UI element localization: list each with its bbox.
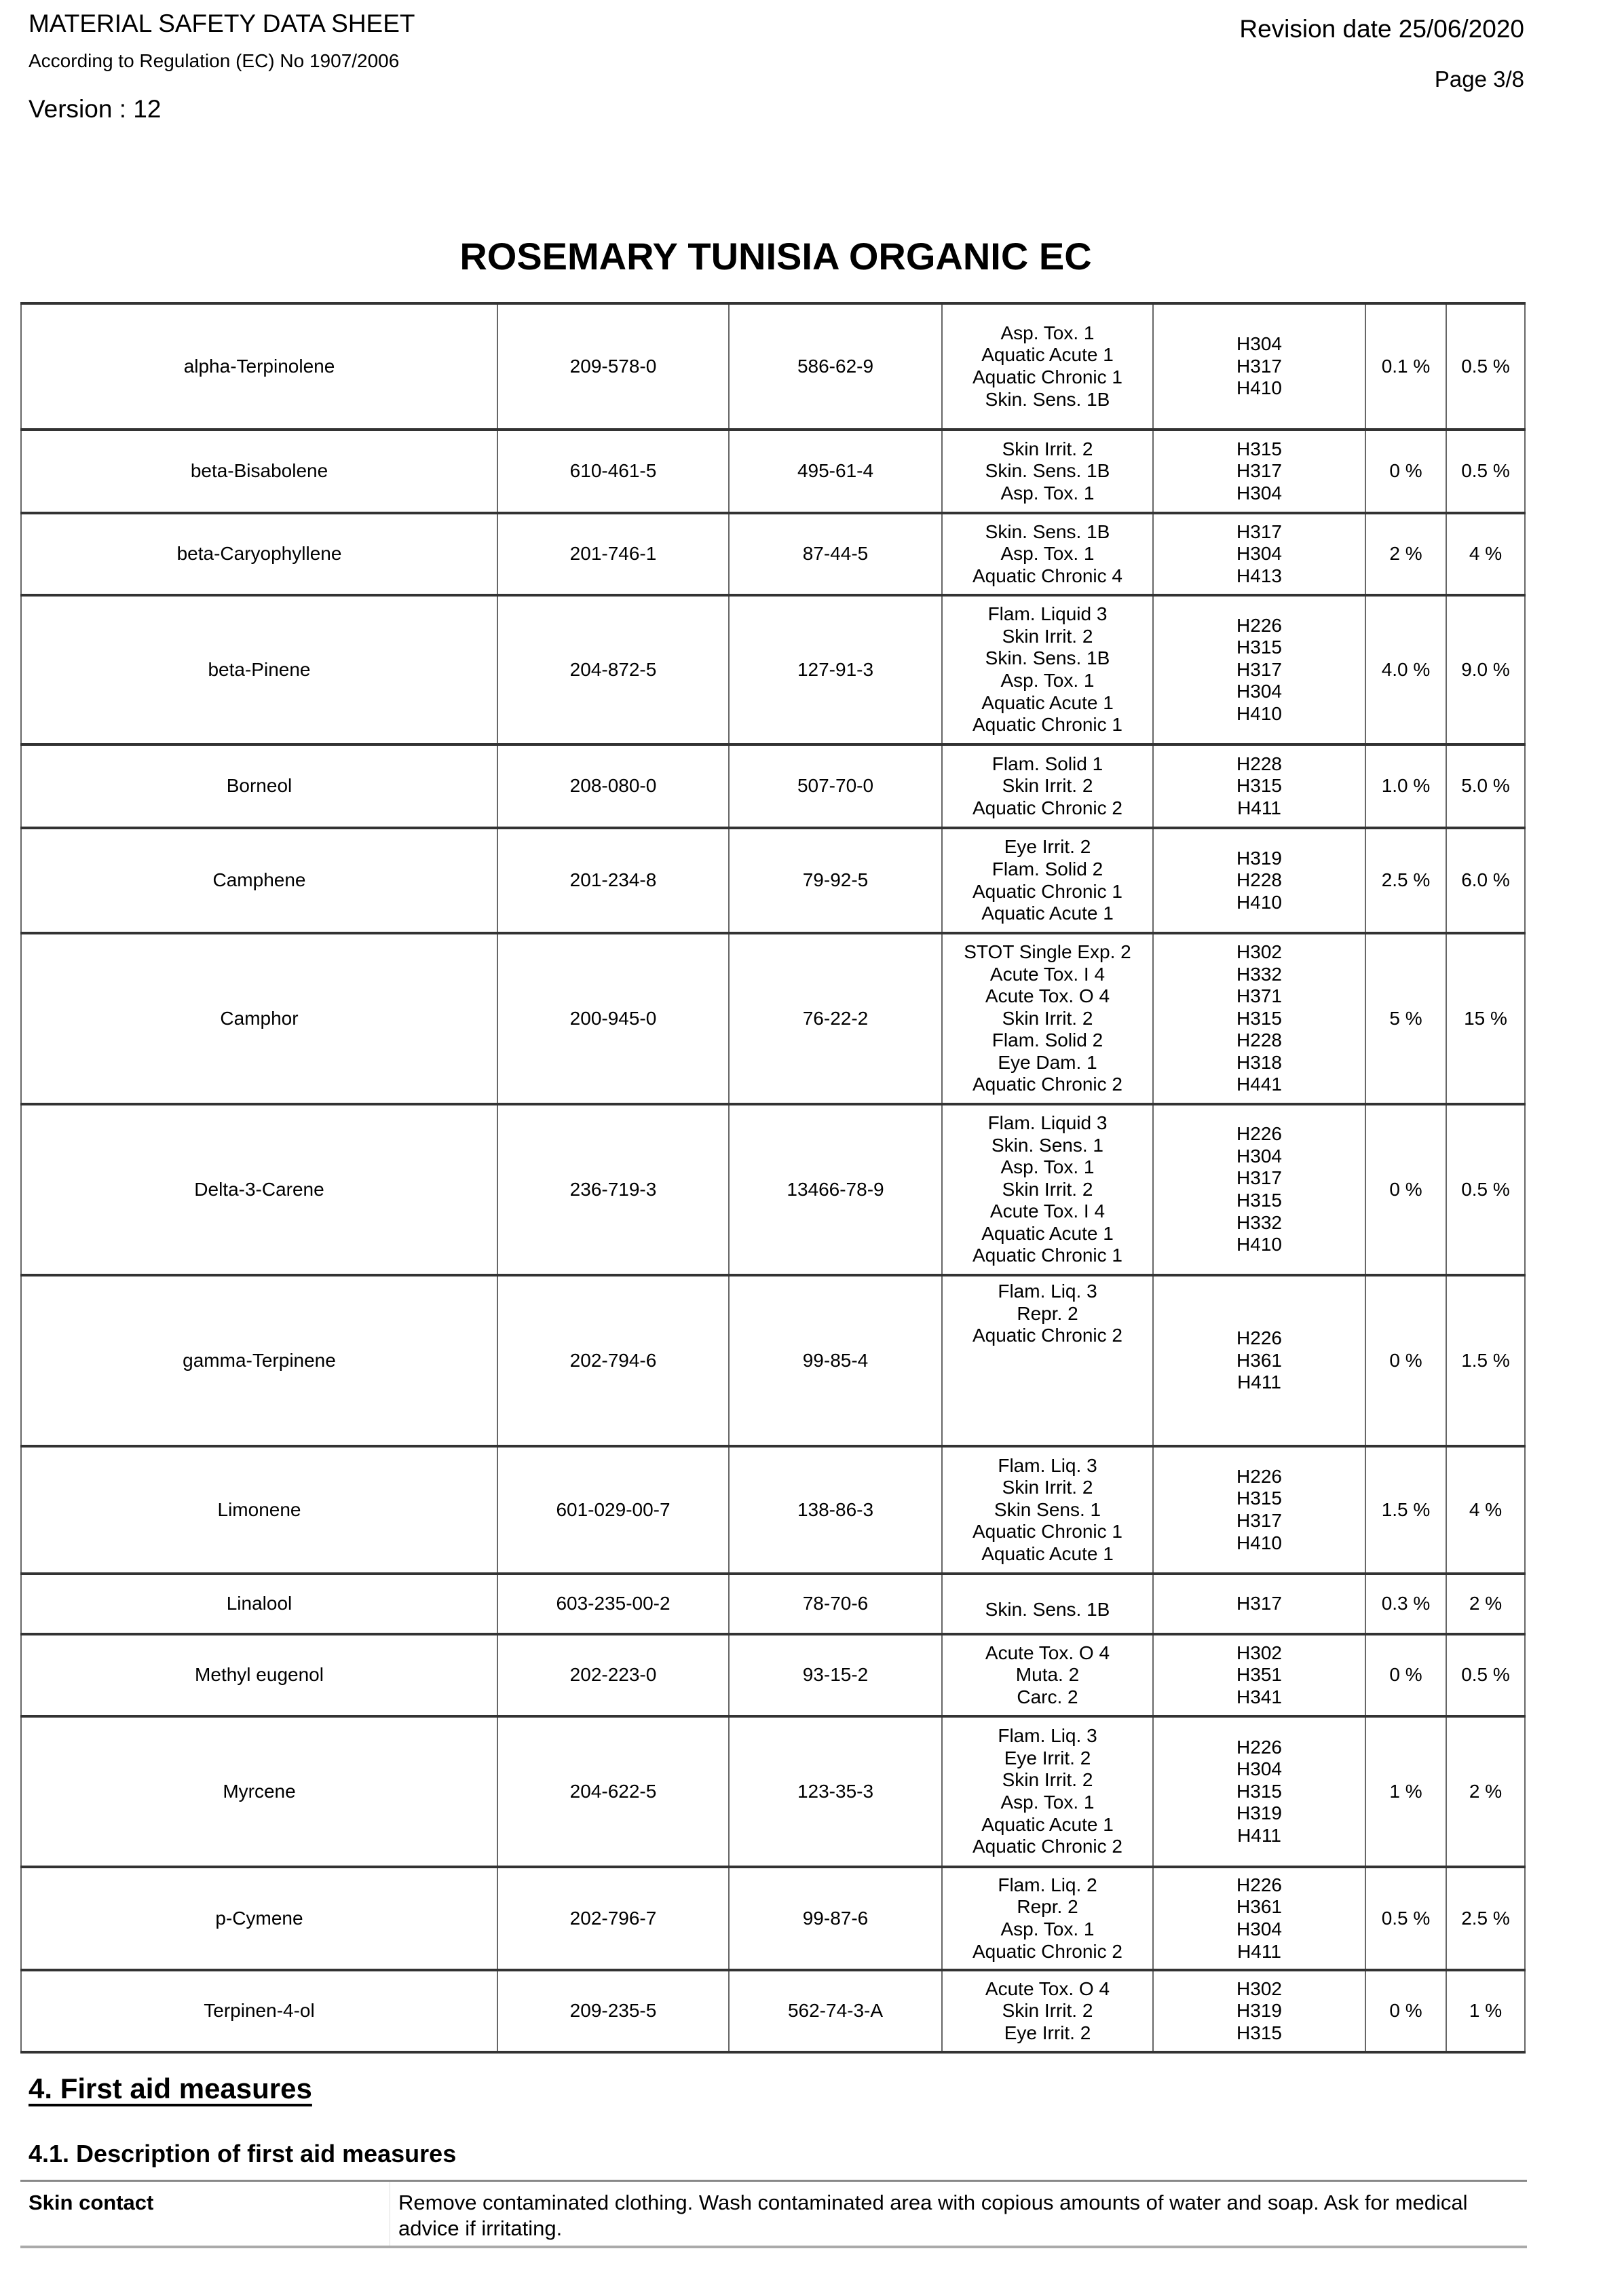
- concentration-max: 4 %: [1446, 513, 1525, 595]
- h-statement: H315: [1236, 1007, 1282, 1029]
- h-statement: H302: [1236, 1978, 1282, 1999]
- hazard-class: Skin Sens. 1: [994, 1498, 1101, 1520]
- h-statement: H411: [1237, 797, 1281, 818]
- hazard-class: Aquatic Chronic 1: [972, 714, 1122, 736]
- composition-table: [20, 302, 1526, 2054]
- hazard-class: Skin. Sens. 1B: [985, 1599, 1110, 1621]
- h-statement: H371: [1236, 985, 1282, 1007]
- component-name: beta-Pinene: [21, 595, 497, 744]
- hazard-class: Aquatic Chronic 1: [972, 1521, 1122, 1543]
- hazard-classes: [942, 1634, 1153, 1716]
- hazard-class: Flam. Liq. 2: [998, 1874, 1097, 1895]
- component-row: [21, 744, 1525, 828]
- hazard-class: Skin. Sens. 1B: [985, 460, 1110, 482]
- hazard-class: Eye Irrit. 2: [1004, 836, 1091, 858]
- hazard-class: Skin Irrit. 2: [1002, 438, 1093, 459]
- hazard-class: Flam. Liquid 3: [987, 603, 1108, 625]
- h-statement: H226: [1236, 614, 1282, 636]
- concentration-min: 1 %: [1365, 1716, 1446, 1867]
- hazard-class: Skin Irrit. 2: [1002, 1769, 1093, 1791]
- h-statement: H226: [1236, 1327, 1282, 1349]
- hazard-class: Aquatic Acute 1: [981, 344, 1114, 366]
- hazard-statements: [1153, 303, 1365, 430]
- regulation-reference: According to Regulation (EC) No 1907/2006: [29, 50, 400, 71]
- hazard-class: Asp. Tox. 1: [1000, 322, 1095, 343]
- h-statement: H315: [1236, 2022, 1282, 2043]
- component-row: [21, 430, 1525, 513]
- concentration-max: 1 %: [1446, 1970, 1525, 2052]
- h-statement: H410: [1236, 1234, 1282, 1255]
- hazard-class: Aquatic Chronic 2: [972, 797, 1122, 818]
- cas-number: 93-15-2: [729, 1634, 942, 1716]
- concentration-max: 15 %: [1446, 933, 1525, 1104]
- concentration-min: 0.1 %: [1365, 303, 1446, 430]
- component-row: [21, 1867, 1525, 1970]
- ec-number: 209-578-0: [497, 303, 729, 430]
- hazard-class: Flam. Liq. 3: [998, 1725, 1097, 1747]
- hazard-class: Aquatic Chronic 1: [972, 1245, 1122, 1266]
- h-statement: H441: [1236, 1074, 1282, 1095]
- cas-number: 562-74-3-A: [729, 1970, 942, 2052]
- concentration-max: 2 %: [1446, 1574, 1525, 1634]
- component-row: [21, 1104, 1525, 1275]
- component-name: Camphor: [21, 933, 497, 1104]
- component-name: Linalool: [21, 1574, 497, 1634]
- h-statement: H317: [1236, 521, 1282, 542]
- h-statement: H304: [1236, 1918, 1282, 1940]
- section-heading: 4. First aid measures: [29, 2073, 312, 2104]
- hazard-class: Aquatic Acute 1: [981, 1813, 1114, 1835]
- concentration-min: 0 %: [1365, 1104, 1446, 1275]
- hazard-statements: [1153, 513, 1365, 595]
- hazard-class: Skin. Sens. 1B: [985, 521, 1110, 542]
- h-statement: H315: [1236, 438, 1282, 459]
- hazard-class: Asp. Tox. 1: [1000, 1918, 1095, 1940]
- h-statement: H226: [1236, 1465, 1282, 1487]
- cas-number: 507-70-0: [729, 744, 942, 828]
- hazard-classes: [942, 933, 1153, 1104]
- concentration-min: 1.0 %: [1365, 744, 1446, 828]
- concentration-min: 2.5 %: [1365, 828, 1446, 933]
- concentration-min: 2 %: [1365, 513, 1446, 595]
- concentration-max: 1.5 %: [1446, 1275, 1525, 1446]
- hazard-class: Skin. Sens. 1B: [985, 647, 1110, 669]
- component-name: p-Cymene: [21, 1867, 497, 1970]
- component-row: [21, 1574, 1525, 1634]
- concentration-max: 9.0 %: [1446, 595, 1525, 744]
- ec-number: 208-080-0: [497, 744, 729, 828]
- ec-number: 204-872-5: [497, 595, 729, 744]
- hazard-class: Asp. Tox. 1: [1000, 670, 1095, 691]
- hazard-class: Repr. 2: [1017, 1302, 1078, 1324]
- ec-number: 603-235-00-2: [497, 1574, 729, 1634]
- hazard-class: Flam. Solid 2: [992, 858, 1103, 879]
- hazard-class: Aquatic Acute 1: [981, 1222, 1114, 1244]
- hazard-classes: [942, 595, 1153, 744]
- h-statement: H413: [1236, 565, 1282, 586]
- cas-number: 123-35-3: [729, 1716, 942, 1867]
- hazard-class: Skin Irrit. 2: [1002, 1178, 1093, 1200]
- ec-number: 201-746-1: [497, 513, 729, 595]
- cas-number: 76-22-2: [729, 933, 942, 1104]
- ec-number: 204-622-5: [497, 1716, 729, 1867]
- hazard-class: Acute Tox. O 4: [985, 1642, 1110, 1663]
- concentration-min: 0.5 %: [1365, 1867, 1446, 1970]
- h-statement: H317: [1236, 355, 1282, 377]
- hazard-statements: [1153, 1634, 1365, 1716]
- hazard-class: Aquatic Chronic 2: [972, 1074, 1122, 1095]
- revision-date: Revision date 25/06/2020: [1239, 15, 1524, 43]
- hazard-classes: [942, 828, 1153, 933]
- hazard-statements: [1153, 430, 1365, 513]
- hazard-class: Acute Tox. I 4: [989, 1200, 1106, 1222]
- concentration-max: 2 %: [1446, 1716, 1525, 1867]
- hazard-class: Skin Irrit. 2: [1002, 625, 1093, 647]
- hazard-class: Eye Dam. 1: [998, 1051, 1097, 1073]
- hazard-classes: [942, 1104, 1153, 1275]
- concentration-min: 0 %: [1365, 1970, 1446, 2052]
- h-statement: H317: [1236, 1167, 1282, 1189]
- ec-number: 201-234-8: [497, 828, 729, 933]
- hazard-statements: [1153, 1716, 1365, 1867]
- component-row: [21, 1275, 1525, 1446]
- hazard-statements: [1153, 744, 1365, 828]
- cas-number: 495-61-4: [729, 430, 942, 513]
- h-statement: H317: [1236, 658, 1282, 680]
- subsection-heading: 4.1. Description of first aid measures: [29, 2140, 457, 2168]
- component-row: [21, 828, 1525, 933]
- hazard-class: Aquatic Chronic 1: [972, 880, 1122, 902]
- component-name: Methyl eugenol: [21, 1634, 497, 1716]
- h-statement: H332: [1236, 963, 1282, 985]
- h-statement: H315: [1236, 775, 1282, 797]
- component-name: alpha-Terpinolene: [21, 303, 497, 430]
- component-row: [21, 1716, 1525, 1867]
- ec-number: 236-719-3: [497, 1104, 729, 1275]
- h-statement: H302: [1236, 1642, 1282, 1663]
- h-statement: H226: [1236, 1874, 1282, 1895]
- h-statement: H410: [1236, 1532, 1282, 1553]
- first-aid-table: [20, 2180, 1527, 2248]
- hazard-statements: [1153, 1970, 1365, 2052]
- ec-number: 209-235-5: [497, 1970, 729, 2052]
- h-statement: H319: [1236, 847, 1282, 869]
- cas-number: 79-92-5: [729, 828, 942, 933]
- version-label: Version : 12: [29, 95, 162, 123]
- h-statement: H226: [1236, 1123, 1282, 1145]
- hazard-class: Skin. Sens. 1B: [985, 388, 1110, 410]
- concentration-max: 4 %: [1446, 1446, 1525, 1574]
- component-row: [21, 513, 1525, 595]
- hazard-class: Aquatic Acute 1: [981, 692, 1114, 713]
- concentration-min: 1.5 %: [1365, 1446, 1446, 1574]
- hazard-class: Muta. 2: [1015, 1664, 1080, 1686]
- h-statement: H304: [1236, 482, 1282, 504]
- hazard-class: Asp. Tox. 1: [1000, 1156, 1095, 1178]
- hazard-statements: [1153, 1574, 1365, 1634]
- component-row: [21, 1634, 1525, 1716]
- h-statement: H317: [1236, 1510, 1282, 1531]
- h-statement: H228: [1236, 753, 1282, 774]
- hazard-class: Skin Irrit. 2: [1002, 775, 1093, 797]
- ec-number: 202-796-7: [497, 1867, 729, 1970]
- document-type: MATERIAL SAFETY DATA SHEET: [29, 10, 415, 37]
- h-statement: H315: [1236, 1488, 1282, 1509]
- hazard-statements: [1153, 1275, 1365, 1446]
- hazard-statements: [1153, 1867, 1365, 1970]
- cas-number: 99-87-6: [729, 1867, 942, 1970]
- hazard-class: Acute Tox. O 4: [985, 1978, 1110, 1999]
- h-statement: H411: [1237, 1940, 1281, 1962]
- cas-number: 13466-78-9: [729, 1104, 942, 1275]
- component-name: Borneol: [21, 744, 497, 828]
- ec-number: 202-794-6: [497, 1275, 729, 1446]
- h-statement: H411: [1237, 1372, 1281, 1393]
- hazard-class: Aquatic Chronic 1: [972, 366, 1122, 387]
- concentration-max: 0.5 %: [1446, 1104, 1525, 1275]
- hazard-classes: [942, 1716, 1153, 1867]
- hazard-class: Aquatic Acute 1: [981, 903, 1114, 924]
- hazard-class: Acute Tox. O 4: [985, 985, 1110, 1007]
- hazard-statements: [1153, 595, 1365, 744]
- hazard-class: Flam. Solid 1: [992, 753, 1103, 774]
- ec-number: 610-461-5: [497, 430, 729, 513]
- hazard-class: Flam. Liq. 3: [998, 1281, 1097, 1302]
- component-name: gamma-Terpinene: [21, 1275, 497, 1446]
- concentration-max: 0.5 %: [1446, 303, 1525, 430]
- hazard-class: Skin Irrit. 2: [1002, 1007, 1093, 1029]
- component-name: Terpinen-4-ol: [21, 1970, 497, 2052]
- h-statement: H315: [1236, 637, 1282, 658]
- h-statement: H315: [1236, 1780, 1282, 1802]
- concentration-max: 5.0 %: [1446, 744, 1525, 828]
- hazard-class: Acute Tox. I 4: [989, 963, 1106, 985]
- h-statement: H317: [1236, 1593, 1282, 1614]
- hazard-class: Flam. Solid 2: [992, 1029, 1103, 1051]
- h-statement: H318: [1236, 1051, 1282, 1073]
- hazard-class: STOT Single Exp. 2: [964, 941, 1131, 962]
- concentration-min: 0 %: [1365, 430, 1446, 513]
- component-row: [21, 933, 1525, 1104]
- concentration-max: 2.5 %: [1446, 1867, 1525, 1970]
- h-statement: H304: [1236, 681, 1282, 702]
- component-name: beta-Caryophyllene: [21, 513, 497, 595]
- h-statement: H315: [1236, 1190, 1282, 1211]
- first-aid-text: Remove contaminated clothing. Wash contaminated area with copious amounts of water and soap. Ask for medical advice if irritating.: [390, 2181, 1528, 2248]
- component-name: beta-Bisabolene: [21, 430, 497, 513]
- cas-number: 78-70-6: [729, 1574, 942, 1634]
- component-row: [21, 595, 1525, 744]
- h-statement: H411: [1237, 1824, 1281, 1846]
- hazard-classes: [942, 1275, 1153, 1446]
- cas-number: 138-86-3: [729, 1446, 942, 1574]
- concentration-min: 5 %: [1365, 933, 1446, 1104]
- hazard-class: Asp. Tox. 1: [1000, 482, 1095, 504]
- hazard-class: Aquatic Chronic 4: [972, 565, 1122, 586]
- component-name: Limonene: [21, 1446, 497, 1574]
- page-number: Page 3/8: [1434, 67, 1524, 92]
- hazard-classes: [942, 1867, 1153, 1970]
- component-row: [21, 1446, 1525, 1574]
- first-aid-label: Skin contact: [20, 2181, 390, 2248]
- cas-number: 127-91-3: [729, 595, 942, 744]
- hazard-statements: [1153, 828, 1365, 933]
- h-statement: H410: [1236, 702, 1282, 724]
- concentration-min: 4.0 %: [1365, 595, 1446, 744]
- hazard-classes: [942, 1970, 1153, 2052]
- hazard-class: Eye Irrit. 2: [1004, 1747, 1091, 1768]
- hazard-class: Flam. Liq. 3: [998, 1454, 1097, 1476]
- h-statement: H302: [1236, 941, 1282, 962]
- hazard-classes: [942, 303, 1153, 430]
- hazard-class: Skin. Sens. 1: [992, 1134, 1103, 1156]
- h-statement: H304: [1236, 543, 1282, 565]
- h-statement: H410: [1236, 891, 1282, 913]
- concentration-max: 0.5 %: [1446, 430, 1525, 513]
- h-statement: H319: [1236, 2000, 1282, 2022]
- hazard-classes: [942, 513, 1153, 595]
- ec-number: 200-945-0: [497, 933, 729, 1104]
- ec-number: 601-029-00-7: [497, 1446, 729, 1574]
- hazard-classes: [942, 1574, 1153, 1634]
- h-statement: H341: [1236, 1686, 1282, 1707]
- hazard-class: Aquatic Chronic 2: [972, 1836, 1122, 1857]
- first-aid-row: [20, 2181, 1527, 2248]
- h-statement: H351: [1236, 1664, 1282, 1686]
- cas-number: 99-85-4: [729, 1275, 942, 1446]
- hazard-statements: [1153, 933, 1365, 1104]
- hazard-class: Repr. 2: [1017, 1896, 1078, 1918]
- hazard-class: Carc. 2: [1017, 1686, 1078, 1707]
- h-statement: H410: [1236, 377, 1282, 399]
- h-statement: H228: [1236, 869, 1282, 891]
- concentration-max: 6.0 %: [1446, 828, 1525, 933]
- h-statement: H317: [1236, 460, 1282, 482]
- hazard-class: Aquatic Chronic 2: [972, 1325, 1122, 1346]
- component-name: Delta-3-Carene: [21, 1104, 497, 1275]
- hazard-class: Asp. Tox. 1: [1000, 1792, 1095, 1813]
- concentration-max: 0.5 %: [1446, 1634, 1525, 1716]
- h-statement: H361: [1236, 1349, 1282, 1371]
- hazard-statements: [1153, 1446, 1365, 1574]
- hazard-classes: [942, 1446, 1153, 1574]
- cas-number: 586-62-9: [729, 303, 942, 430]
- component-name: Camphene: [21, 828, 497, 933]
- concentration-min: 0 %: [1365, 1275, 1446, 1446]
- component-row: [21, 1970, 1525, 2052]
- h-statement: H228: [1236, 1029, 1282, 1051]
- h-statement: H361: [1236, 1896, 1282, 1918]
- hazard-class: Skin Irrit. 2: [1002, 2000, 1093, 2022]
- hazard-class: Flam. Liquid 3: [987, 1112, 1108, 1133]
- h-statement: H332: [1236, 1211, 1282, 1233]
- component-name: Myrcene: [21, 1716, 497, 1867]
- hazard-class: Asp. Tox. 1: [1000, 543, 1095, 565]
- component-row: [21, 303, 1525, 430]
- hazard-class: Eye Irrit. 2: [1004, 2022, 1091, 2043]
- h-statement: H304: [1236, 333, 1282, 355]
- h-statement: H319: [1236, 1802, 1282, 1824]
- hazard-class: Skin Irrit. 2: [1002, 1477, 1093, 1498]
- product-title: ROSEMARY TUNISIA ORGANIC EC: [459, 235, 1092, 278]
- hazard-class: Aquatic Acute 1: [981, 1543, 1114, 1564]
- hazard-class: Aquatic Chronic 2: [972, 1940, 1122, 1962]
- ec-number: 202-223-0: [497, 1634, 729, 1716]
- h-statement: H304: [1236, 1758, 1282, 1780]
- hazard-statements: [1153, 1104, 1365, 1275]
- hazard-classes: [942, 744, 1153, 828]
- concentration-min: 0 %: [1365, 1634, 1446, 1716]
- h-statement: H304: [1236, 1145, 1282, 1167]
- h-statement: H226: [1236, 1736, 1282, 1758]
- cas-number: 87-44-5: [729, 513, 942, 595]
- concentration-min: 0.3 %: [1365, 1574, 1446, 1634]
- hazard-classes: [942, 430, 1153, 513]
